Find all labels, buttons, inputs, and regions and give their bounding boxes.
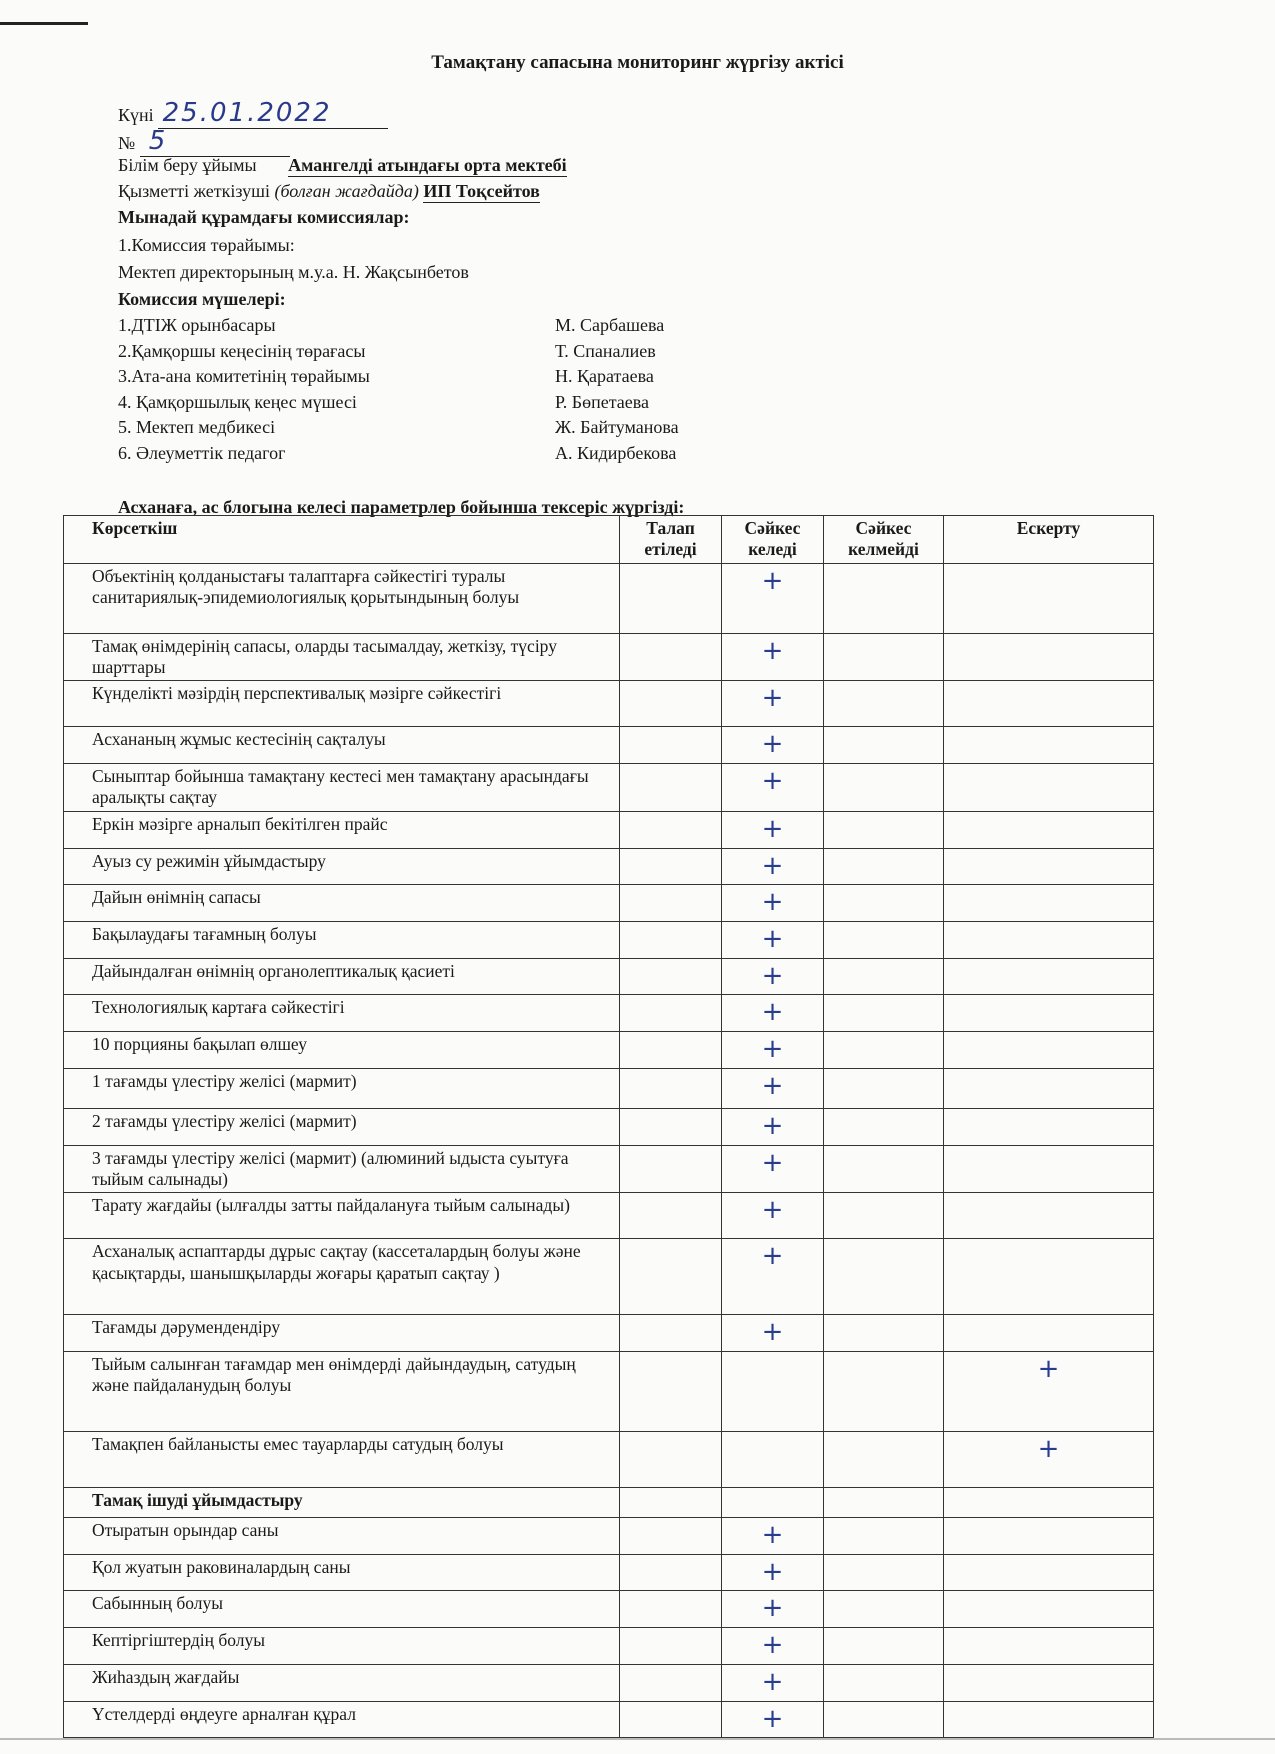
- date-label: Күні: [118, 105, 154, 125]
- header-complies: Сәйкес келеді: [722, 516, 824, 564]
- not-complies-cell: [824, 1628, 944, 1665]
- inspection-table: [63, 515, 1154, 1738]
- remark-cell: [944, 995, 1154, 1032]
- complies-cell: +: [722, 1664, 824, 1701]
- not-complies-cell: [824, 727, 944, 764]
- not-complies-cell: [824, 1351, 944, 1431]
- number-label: №: [118, 133, 136, 153]
- indicator-cell: Кептіргіштердің болуы: [64, 1628, 620, 1665]
- not-complies-cell: [824, 1145, 944, 1193]
- number-value: 5: [148, 126, 168, 156]
- indicator-cell: Тағамды дәрумендендіру: [64, 1315, 620, 1352]
- required-cell: [620, 1351, 722, 1431]
- not-complies-cell: [824, 1315, 944, 1352]
- remark-cell: [944, 727, 1154, 764]
- required-cell: [620, 1554, 722, 1591]
- required-cell: [620, 1431, 722, 1487]
- required-cell: [620, 1068, 722, 1108]
- required-cell: [620, 633, 722, 681]
- table-row: [64, 958, 1154, 995]
- remark-cell: [944, 1664, 1154, 1701]
- indicator-cell: Асханалық аспаптарды дұрыс сақтау (кассеталардың болуы және қасықтарды, шанышқыларды жоғары қаратып сақтау ): [64, 1239, 620, 1315]
- not-complies-cell: [824, 563, 944, 633]
- indicator-cell: Сабынның болуы: [64, 1591, 620, 1628]
- not-complies-cell: [824, 1591, 944, 1628]
- remark-cell: [944, 633, 1154, 681]
- indicator-cell: 10 порцияны бақылап өлшеу: [64, 1032, 620, 1069]
- remark-cell: +: [944, 1351, 1154, 1431]
- indicator-cell: Асхананың жұмыс кестесінің сақталуы: [64, 727, 620, 764]
- member-name: Н. Қаратаева: [555, 366, 654, 386]
- table-row: [64, 727, 1154, 764]
- indicator-cell: Сыныптар бойынша тамақтану кестесі мен тамақтану арасындағы аралықты сақтау: [64, 764, 620, 812]
- org-label: Білім беру ұйымы: [118, 155, 257, 175]
- indicator-cell: 2 тағамды үлестіру желісі (мармит): [64, 1108, 620, 1145]
- complies-cell: +: [722, 1628, 824, 1665]
- required-cell: [620, 1664, 722, 1701]
- complies-cell: +: [722, 1108, 824, 1145]
- complies-cell: +: [722, 995, 824, 1032]
- table-row: [64, 885, 1154, 922]
- required-cell: [620, 1487, 722, 1517]
- remark-cell: [944, 1554, 1154, 1591]
- header-required: Талап етіледі: [620, 516, 722, 564]
- remark-cell: [944, 921, 1154, 958]
- table-row: [64, 633, 1154, 681]
- remark-cell: [944, 811, 1154, 848]
- indicator-cell: Отыратын орындар саны: [64, 1517, 620, 1554]
- indicator-cell: Тыйым салынған тағамдар мен өнімдерді дайындаудың, сатудың және пайдаланудың болуы: [64, 1351, 620, 1431]
- member-name: А. Кидирбекова: [555, 442, 677, 463]
- remark-cell: [944, 1591, 1154, 1628]
- remark-cell: [944, 1487, 1154, 1517]
- indicator-cell: Күнделікті мәзірдің перспективалық мәзірге сәйкестігі: [64, 681, 620, 727]
- remark-cell: [944, 1701, 1154, 1738]
- not-complies-cell: [824, 811, 944, 848]
- indicator-cell: Тарату жағдайы (ылғалды затты пайдалануға тыйым салынады): [64, 1193, 620, 1239]
- indicator-cell: Технологиялық картаға сәйкестігі: [64, 995, 620, 1032]
- not-complies-cell: [824, 1554, 944, 1591]
- required-cell: [620, 1701, 722, 1738]
- required-cell: [620, 563, 722, 633]
- member-name: Ж. Байтуманова: [555, 417, 679, 437]
- supplier-label: Қызметті жеткізуші: [118, 181, 270, 201]
- not-complies-cell: [824, 958, 944, 995]
- complies-cell: +: [722, 764, 824, 812]
- complies-cell: +: [722, 921, 824, 958]
- required-cell: [620, 764, 722, 812]
- table-row: [64, 764, 1154, 812]
- date-line: [118, 98, 388, 129]
- complies-cell: +: [722, 1145, 824, 1193]
- complies-cell: +: [722, 727, 824, 764]
- indicator-cell: Дайын өнімнің сапасы: [64, 885, 620, 922]
- header-not-complies: Сәйкес келмейді: [824, 516, 944, 564]
- doc-title: Тамақтану сапасына мониторинг жүргізу актісі: [431, 52, 844, 73]
- indicator-cell: Бақылаудағы тағамның болуы: [64, 921, 620, 958]
- not-complies-cell: [824, 995, 944, 1032]
- supplier-line: [118, 181, 540, 203]
- remark-cell: [944, 1628, 1154, 1665]
- header-remark: Ескерту: [944, 516, 1154, 564]
- member-role: 2.Қамқоршы кеңесінің төрағасы: [118, 340, 366, 361]
- complies-cell: +: [722, 681, 824, 727]
- table-row: [64, 681, 1154, 727]
- required-cell: [620, 958, 722, 995]
- indicator-cell: Тамақпен байланысты емес тауарларды сатудың болуы: [64, 1431, 620, 1487]
- remark-cell: +: [944, 1431, 1154, 1487]
- table-row: [64, 1315, 1154, 1352]
- table-row: [64, 1517, 1154, 1554]
- table-row: [64, 1554, 1154, 1591]
- member-role: 3.Ата-ана комитетінің төрайымы: [118, 366, 370, 386]
- complies-cell: +: [722, 958, 824, 995]
- chair-label: 1.Комиссия төрайымы:: [118, 235, 295, 255]
- supplier-value: ИП Тоқсейтов: [423, 181, 540, 201]
- indicator-cell: Тамақ өнімдерінің сапасы, оларды тасымалдау, жеткізу, түсіру шарттары: [64, 633, 620, 681]
- indicator-cell: Жиһаздың жағдайы: [64, 1664, 620, 1701]
- date-value: 25.01.2022: [162, 98, 332, 128]
- indicator-cell: Еркін мәзірге арналып бекітілген прайс: [64, 811, 620, 848]
- remark-cell: [944, 1517, 1154, 1554]
- required-cell: [620, 1628, 722, 1665]
- number-line: [118, 126, 290, 157]
- complies-cell: +: [722, 848, 824, 885]
- supplier-note: (болған жағдайда): [274, 181, 419, 201]
- member-name: Т. Спаналиев: [555, 340, 656, 361]
- complies-cell: +: [722, 811, 824, 848]
- table-row: [64, 1068, 1154, 1108]
- indicator-cell: 1 тағамды үлестіру желісі (мармит): [64, 1068, 620, 1108]
- remark-cell: [944, 1032, 1154, 1069]
- complies-cell: +: [722, 633, 824, 681]
- not-complies-cell: [824, 848, 944, 885]
- required-cell: [620, 1108, 722, 1145]
- member-role: 4. Қамқоршылық кеңес мүшесі: [118, 391, 357, 412]
- not-complies-cell: [824, 1193, 944, 1239]
- indicator-cell: Үстелдерді өңдеуге арналған құрал: [64, 1701, 620, 1738]
- org-value: Амангелді атындағы орта мектебі: [288, 155, 567, 175]
- commission-heading: Мынадай құрамдағы комиссиялар:: [118, 207, 410, 227]
- table-row: [64, 1145, 1154, 1193]
- members-heading: Комиссия мүшелері:: [118, 289, 286, 309]
- complies-cell: +: [722, 1591, 824, 1628]
- table-intro: Асханаға, ас блогына келесі параметрлер бойынша тексеріс жүргізді:: [118, 497, 685, 517]
- not-complies-cell: [824, 681, 944, 727]
- table-row: [64, 1351, 1154, 1431]
- table-row: [64, 1664, 1154, 1701]
- table-row: [64, 1431, 1154, 1487]
- org-line: [118, 155, 567, 177]
- remark-cell: [944, 1315, 1154, 1352]
- table-row: [64, 1239, 1154, 1315]
- indicator-cell: Тамақ ішуді ұйымдастыру: [64, 1487, 620, 1517]
- required-cell: [620, 1315, 722, 1352]
- remark-cell: [944, 681, 1154, 727]
- complies-cell: +: [722, 1068, 824, 1108]
- complies-cell: +: [722, 1193, 824, 1239]
- complies-cell: +: [722, 1554, 824, 1591]
- remark-cell: [944, 764, 1154, 812]
- table-row: [64, 995, 1154, 1032]
- member-role: 6. Әлеуметтік педагог: [118, 442, 286, 463]
- not-complies-cell: [824, 921, 944, 958]
- remark-cell: [944, 1239, 1154, 1315]
- required-cell: [620, 848, 722, 885]
- complies-cell: [722, 1351, 824, 1431]
- not-complies-cell: [824, 1701, 944, 1738]
- not-complies-cell: [824, 1517, 944, 1554]
- table-row: [64, 1032, 1154, 1069]
- remark-cell: [944, 563, 1154, 633]
- not-complies-cell: [824, 1239, 944, 1315]
- complies-cell: +: [722, 1701, 824, 1738]
- required-cell: [620, 921, 722, 958]
- complies-cell: [722, 1431, 824, 1487]
- not-complies-cell: [824, 1068, 944, 1108]
- remark-cell: [944, 848, 1154, 885]
- required-cell: [620, 885, 722, 922]
- required-cell: [620, 1239, 722, 1315]
- indicator-cell: Қол жуатын раковиналардың саны: [64, 1554, 620, 1591]
- remark-cell: [944, 1145, 1154, 1193]
- table-row: [64, 563, 1154, 633]
- table-row: [64, 811, 1154, 848]
- top-rule: [0, 22, 88, 25]
- remark-cell: [944, 1108, 1154, 1145]
- complies-cell: +: [722, 1517, 824, 1554]
- header-indicator: Көрсеткіш: [64, 516, 620, 564]
- remark-cell: [944, 1193, 1154, 1239]
- indicator-cell: Дайындалған өнімнің органолептикалық қасиеті: [64, 958, 620, 995]
- required-cell: [620, 1032, 722, 1069]
- member-role: 5. Мектеп медбикесі: [118, 417, 276, 437]
- required-cell: [620, 1591, 722, 1628]
- required-cell: [620, 727, 722, 764]
- not-complies-cell: [824, 1664, 944, 1701]
- chair-value: Мектеп директорының м.у.а. Н. Жақсынбетов: [118, 262, 469, 282]
- required-cell: [620, 995, 722, 1032]
- not-complies-cell: [824, 633, 944, 681]
- complies-cell: +: [722, 1032, 824, 1069]
- table-row: [64, 1591, 1154, 1628]
- table-row: [64, 921, 1154, 958]
- complies-cell: +: [722, 1315, 824, 1352]
- member-name: Р. Бөпетаева: [555, 391, 650, 412]
- member-role: 1.ДТІЖ орынбасары: [118, 315, 276, 335]
- not-complies-cell: [824, 1108, 944, 1145]
- table-row: [64, 1701, 1154, 1738]
- required-cell: [620, 1193, 722, 1239]
- required-cell: [620, 681, 722, 727]
- required-cell: [620, 811, 722, 848]
- table-header-row: [64, 516, 1154, 564]
- complies-cell: +: [722, 563, 824, 633]
- bottom-rule: [0, 1738, 1275, 1740]
- remark-cell: [944, 958, 1154, 995]
- table-section-row: [64, 1487, 1154, 1517]
- not-complies-cell: [824, 764, 944, 812]
- required-cell: [620, 1517, 722, 1554]
- not-complies-cell: [824, 1032, 944, 1069]
- table-row: [64, 1108, 1154, 1145]
- not-complies-cell: [824, 885, 944, 922]
- indicator-cell: 3 тағамды үлестіру желісі (мармит) (алюминий ыдыста суытуға тыйым салынады): [64, 1145, 620, 1193]
- not-complies-cell: [824, 1487, 944, 1517]
- indicator-cell: Объектінің қолданыстағы талаптарға сәйкестігі туралы санитариялық-эпидемиологиялық қорытындының болуы: [64, 563, 620, 633]
- member-name: М. Сарбашева: [555, 315, 665, 335]
- required-cell: [620, 1145, 722, 1193]
- complies-cell: +: [722, 1239, 824, 1315]
- not-complies-cell: [824, 1431, 944, 1487]
- complies-cell: +: [722, 885, 824, 922]
- remark-cell: [944, 885, 1154, 922]
- table-row: [64, 1628, 1154, 1665]
- indicator-cell: Ауыз су режимін ұйымдастыру: [64, 848, 620, 885]
- table-row: [64, 1193, 1154, 1239]
- remark-cell: [944, 1068, 1154, 1108]
- complies-cell: [722, 1487, 824, 1517]
- table-row: [64, 848, 1154, 885]
